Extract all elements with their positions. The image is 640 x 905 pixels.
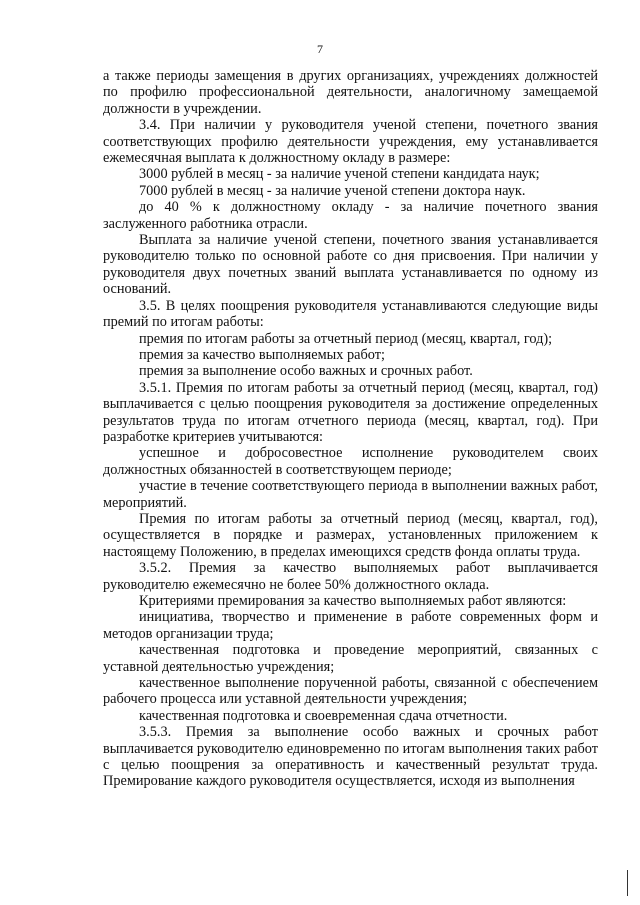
paragraph: 3.4. При наличии у руководителя ученой степени, почетного звания соответствующих профилю деятельности учреждения, ему устанавливается ежемесячная выплата к должностному окладу в размере: [103,117,598,167]
paragraph: Критериями премирования за качество выполняемых работ являются: [139,593,567,609]
document-body [103,68,598,790]
paragraph: 7000 рублей в месяц - за наличие ученой степени доктора наук. [139,182,526,199]
paragraph: до 40 % к должностному окладу - за наличие почетного звания заслуженного работника отрасли. [103,199,598,232]
paragraph: 3.5. В целях поощрения руководителя устанавливаются следующие виды премий по итогам работы: [103,297,598,331]
list-item: участие в течение соответствующего периода в выполнении важных работ, мероприятий. [103,478,598,511]
paragraph: 3.5.3. Премия за выполнение особо важных и срочных работ выплачивается руководителю единовременно по итогам выполнения таких работ с целью поощрения за оперативность и качественный результат труда. Премирование каждого руководителя осуществляется, исходя из выполнения [103,724,598,790]
paragraph: Премия по итогам работы за отчетный период (месяц, квартал, год), осуществляется в порядке и размерах, установленных приложением к настоящему Положению, в пределах имеющихся средств фонда оплаты труда. [103,510,598,560]
list-item: качественное выполнение порученной работы, связанной с обеспечением рабочего процесса или уставной деятельности учреждения; [103,675,598,708]
paragraph: а также периоды замещения в других организациях, учреждениях должностей по профилю профессиональной деятельности, аналогичному замещаемой должности в учреждении. [103,68,598,117]
list-item: премия за выполнение особо важных и срочных работ. [139,363,473,380]
paragraph: Выплата за наличие ученой степени, почетного звания устанавливается руководителю только по основной работе со дня присвоения. При наличии у руководителя двух почетных званий выплата устанавливается по одному из оснований. [103,232,598,298]
list-item: качественная подготовка и своевременная сдача отчетности. [139,707,508,724]
list-item: инициатива, творчество и применение в работе современных форм и методов организации труда; [103,609,598,642]
page-number: 7 [317,42,323,56]
paragraph: 3.5.2. Премия за качество выполняемых работ выплачивается руководителю ежемесячно не более 50% должностного оклада. [103,560,598,593]
list-item: успешное и добросовестное исполнение руководителем своих должностных обязанностей в соответствующем периоде; [103,445,598,478]
list-item: премия за качество выполняемых работ; [139,346,385,363]
paragraph: 3.5.1. Премия по итогам работы за отчетный период (месяц, квартал, год) выплачивается с целью поощрения руководителя за достижение определенных результатов труда по итогам отчетного периода (месяц, квартал, год). При разработке критериев учитываются: [103,379,598,445]
list-item: премия по итогам работы за отчетный период (месяц, квартал, год); [139,330,553,347]
paragraph: 3000 рублей в месяц - за наличие ученой степени кандидата наук; [139,166,540,183]
list-item: качественная подготовка и проведение мероприятий, связанных с уставной деятельностью учреждения; [103,642,598,675]
scan-edge-mark [627,870,628,896]
